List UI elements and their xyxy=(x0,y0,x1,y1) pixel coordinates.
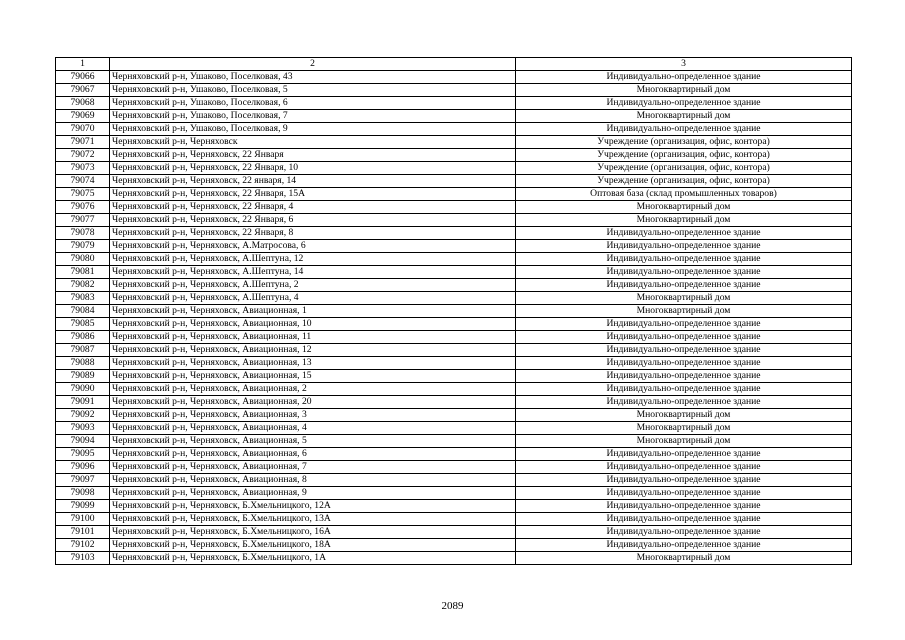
object-type-cell: Многоквартирный дом xyxy=(516,409,852,422)
address-cell: Черняховский р-н, Черняховск, Авиационная, 10 xyxy=(110,318,516,331)
object-type-cell: Индивидуально-определенное здание xyxy=(516,227,852,240)
object-type-cell: Индивидуально-определенное здание xyxy=(516,97,852,110)
record-number-cell: 79077 xyxy=(56,214,110,227)
table-row xyxy=(56,175,852,188)
table-row xyxy=(56,487,852,500)
table-row xyxy=(56,344,852,357)
table-row xyxy=(56,474,852,487)
address-cell: Черняховский р-н, Ушаково, Поселковая, 5 xyxy=(110,84,516,97)
record-number-cell: 79085 xyxy=(56,318,110,331)
address-cell: Черняховский р-н, Черняховск, 22 Января, 10 xyxy=(110,162,516,175)
table-row xyxy=(56,357,852,370)
object-type-cell: Оптовая база (склад промышленных товаров) xyxy=(516,188,852,201)
address-cell: Черняховский р-н, Ушаково, Поселковая, 9 xyxy=(110,123,516,136)
record-number-cell: 79081 xyxy=(56,266,110,279)
object-type-cell: Учреждение (организация, офис, контора) xyxy=(516,136,852,149)
object-type-cell: Индивидуально-определенное здание xyxy=(516,123,852,136)
address-cell: Черняховский р-н, Черняховск, 22 Января, 4 xyxy=(110,201,516,214)
table-row xyxy=(56,240,852,253)
table-row xyxy=(56,227,852,240)
column-header-3: 3 xyxy=(516,58,852,71)
address-cell: Черняховский р-н, Черняховск, Авиационная, 3 xyxy=(110,409,516,422)
record-number-cell: 79099 xyxy=(56,500,110,513)
address-cell: Черняховский р-н, Черняховск, А.Шептуна, 2 xyxy=(110,279,516,292)
object-type-cell: Многоквартирный дом xyxy=(516,435,852,448)
address-cell: Черняховский р-н, Черняховск, А.Шептуна, 14 xyxy=(110,266,516,279)
object-type-cell: Индивидуально-определенное здание xyxy=(516,370,852,383)
object-type-cell: Индивидуально-определенное здание xyxy=(516,331,852,344)
table-row xyxy=(56,461,852,474)
object-type-cell: Индивидуально-определенное здание xyxy=(516,474,852,487)
table-row xyxy=(56,149,852,162)
record-number-cell: 79087 xyxy=(56,344,110,357)
record-number-cell: 79092 xyxy=(56,409,110,422)
address-cell: Черняховский р-н, Черняховск, 22 Января xyxy=(110,149,516,162)
address-cell: Черняховский р-н, Черняховск, Авиационная, 8 xyxy=(110,474,516,487)
object-type-cell: Индивидуально-определенное здание xyxy=(516,240,852,253)
object-type-cell: Многоквартирный дом xyxy=(516,201,852,214)
object-type-cell: Индивидуально-определенное здание xyxy=(516,253,852,266)
object-type-cell: Индивидуально-определенное здание xyxy=(516,344,852,357)
object-type-cell: Индивидуально-определенное здание xyxy=(516,383,852,396)
address-cell: Черняховский р-н, Черняховск, 22 Января, 8 xyxy=(110,227,516,240)
table-row xyxy=(56,188,852,201)
record-number-cell: 79068 xyxy=(56,97,110,110)
table-row xyxy=(56,318,852,331)
table-row xyxy=(56,422,852,435)
table-header-row xyxy=(56,58,852,71)
address-cell: Черняховский р-н, Черняховск, Авиационная, 6 xyxy=(110,448,516,461)
object-type-cell: Индивидуально-определенное здание xyxy=(516,396,852,409)
address-cell: Черняховский р-н, Черняховск, А.Шептуна, 4 xyxy=(110,292,516,305)
record-number-cell: 79082 xyxy=(56,279,110,292)
record-number-cell: 79073 xyxy=(56,162,110,175)
address-cell: Черняховский р-н, Черняховск, Авиационная, 11 xyxy=(110,331,516,344)
record-number-cell: 79070 xyxy=(56,123,110,136)
table-row xyxy=(56,526,852,539)
record-number-cell: 79100 xyxy=(56,513,110,526)
address-cell: Черняховский р-н, Черняховск, Авиационная, 9 xyxy=(110,487,516,500)
table-row xyxy=(56,552,852,565)
address-cell: Черняховский р-н, Черняховск, 22 января, 14 xyxy=(110,175,516,188)
table-row xyxy=(56,201,852,214)
object-type-cell: Индивидуально-определенное здание xyxy=(516,500,852,513)
record-number-cell: 79069 xyxy=(56,110,110,123)
address-cell: Черняховский р-н, Черняховск, А.Матросова, 6 xyxy=(110,240,516,253)
address-cell: Черняховский р-н, Черняховск, Авиационная, 5 xyxy=(110,435,516,448)
address-cell: Черняховский р-н, Ушаково, Поселковая, 6 xyxy=(110,97,516,110)
record-number-cell: 79090 xyxy=(56,383,110,396)
table-row xyxy=(56,409,852,422)
address-cell: Черняховский р-н, Черняховск, 22 Января, 6 xyxy=(110,214,516,227)
table-row xyxy=(56,305,852,318)
record-number-cell: 79076 xyxy=(56,201,110,214)
object-type-cell: Индивидуально-определенное здание xyxy=(516,318,852,331)
object-type-cell: Многоквартирный дом xyxy=(516,422,852,435)
object-type-cell: Индивидуально-определенное здание xyxy=(516,266,852,279)
record-number-cell: 79097 xyxy=(56,474,110,487)
address-cell: Черняховский р-н, Черняховск, Авиационная, 15 xyxy=(110,370,516,383)
object-type-cell: Индивидуально-определенное здание xyxy=(516,513,852,526)
record-number-cell: 79098 xyxy=(56,487,110,500)
address-cell: Черняховский р-н, Черняховск, Авиационная, 20 xyxy=(110,396,516,409)
object-type-cell: Индивидуально-определенное здание xyxy=(516,279,852,292)
object-type-cell: Учреждение (организация, офис, контора) xyxy=(516,175,852,188)
table-row xyxy=(56,84,852,97)
object-type-cell: Индивидуально-определенное здание xyxy=(516,487,852,500)
table-row xyxy=(56,500,852,513)
record-number-cell: 79094 xyxy=(56,435,110,448)
record-number-cell: 79074 xyxy=(56,175,110,188)
object-type-cell: Многоквартирный дом xyxy=(516,552,852,565)
table-row xyxy=(56,448,852,461)
object-type-cell: Многоквартирный дом xyxy=(516,84,852,97)
address-cell: Черняховский р-н, Черняховск, Б.Хмельницкого, 13А xyxy=(110,513,516,526)
record-number-cell: 79096 xyxy=(56,461,110,474)
address-cell: Черняховский р-н, Черняховск xyxy=(110,136,516,149)
table-row xyxy=(56,266,852,279)
object-type-cell: Индивидуально-определенное здание xyxy=(516,357,852,370)
object-type-cell: Индивидуально-определенное здание xyxy=(516,71,852,84)
table-row xyxy=(56,97,852,110)
address-cell: Черняховский р-н, Черняховск, А.Шептуна, 12 xyxy=(110,253,516,266)
record-number-cell: 79086 xyxy=(56,331,110,344)
address-cell: Черняховский р-н, Черняховск, Б.Хмельницкого, 1А xyxy=(110,552,516,565)
object-type-cell: Индивидуально-определенное здание xyxy=(516,448,852,461)
record-number-cell: 79080 xyxy=(56,253,110,266)
object-type-cell: Многоквартирный дом xyxy=(516,305,852,318)
address-cell: Черняховский р-н, Черняховск, Б.Хмельницкого, 12А xyxy=(110,500,516,513)
object-type-cell: Многоквартирный дом xyxy=(516,292,852,305)
page-number: 2089 xyxy=(441,600,464,612)
table-row xyxy=(56,253,852,266)
address-cell: Черняховский р-н, Черняховск, Авиационная, 12 xyxy=(110,344,516,357)
table-row xyxy=(56,396,852,409)
record-number-cell: 79103 xyxy=(56,552,110,565)
record-number-cell: 79066 xyxy=(56,71,110,84)
record-number-cell: 79079 xyxy=(56,240,110,253)
table-row xyxy=(56,279,852,292)
address-cell: Черняховский р-н, Черняховск, Авиационная, 2 xyxy=(110,383,516,396)
object-type-cell: Учреждение (организация, офис, контора) xyxy=(516,149,852,162)
address-cell: Черняховский р-н, Черняховск, Б.Хмельницкого, 16А xyxy=(110,526,516,539)
table-row xyxy=(56,110,852,123)
table-row xyxy=(56,136,852,149)
address-cell: Черняховский р-н, Черняховск, Авиационная, 1 xyxy=(110,305,516,318)
table-row xyxy=(56,123,852,136)
record-number-cell: 79084 xyxy=(56,305,110,318)
record-number-cell: 79101 xyxy=(56,526,110,539)
table-row xyxy=(56,539,852,552)
table-body xyxy=(56,58,852,565)
object-type-cell: Многоквартирный дом xyxy=(516,214,852,227)
address-cell: Черняховский р-н, Черняховск, Авиационная, 7 xyxy=(110,461,516,474)
address-cell: Черняховский р-н, Черняховск, 22 Января, 15А xyxy=(110,188,516,201)
record-number-cell: 79083 xyxy=(56,292,110,305)
address-cell: Черняховский р-н, Черняховск, Б.Хмельницкого, 18А xyxy=(110,539,516,552)
object-type-cell: Учреждение (организация, офис, контора) xyxy=(516,162,852,175)
object-type-cell: Индивидуально-определенное здание xyxy=(516,461,852,474)
object-type-cell: Индивидуально-определенное здание xyxy=(516,539,852,552)
table-row xyxy=(56,292,852,305)
record-number-cell: 79093 xyxy=(56,422,110,435)
record-number-cell: 79078 xyxy=(56,227,110,240)
table-row xyxy=(56,370,852,383)
record-number-cell: 79102 xyxy=(56,539,110,552)
record-number-cell: 79072 xyxy=(56,149,110,162)
column-header-2: 2 xyxy=(110,58,516,71)
record-number-cell: 79071 xyxy=(56,136,110,149)
address-cell: Черняховский р-н, Черняховск, Авиационная, 13 xyxy=(110,357,516,370)
table-row xyxy=(56,214,852,227)
registry-table xyxy=(55,57,852,565)
record-number-cell: 79075 xyxy=(56,188,110,201)
object-type-cell: Многоквартирный дом xyxy=(516,110,852,123)
address-cell: Черняховский р-н, Ушаково, Поселковая, 43 xyxy=(110,71,516,84)
table-row xyxy=(56,513,852,526)
object-type-cell: Индивидуально-определенное здание xyxy=(516,526,852,539)
column-header-1: 1 xyxy=(56,58,110,71)
record-number-cell: 79088 xyxy=(56,357,110,370)
table-row xyxy=(56,71,852,84)
address-cell: Черняховский р-н, Ушаково, Поселковая, 7 xyxy=(110,110,516,123)
table-row xyxy=(56,383,852,396)
record-number-cell: 79091 xyxy=(56,396,110,409)
record-number-cell: 79089 xyxy=(56,370,110,383)
record-number-cell: 79095 xyxy=(56,448,110,461)
table-row xyxy=(56,162,852,175)
address-cell: Черняховский р-н, Черняховск, Авиационная, 4 xyxy=(110,422,516,435)
record-number-cell: 79067 xyxy=(56,84,110,97)
table-row xyxy=(56,435,852,448)
table-row xyxy=(56,331,852,344)
